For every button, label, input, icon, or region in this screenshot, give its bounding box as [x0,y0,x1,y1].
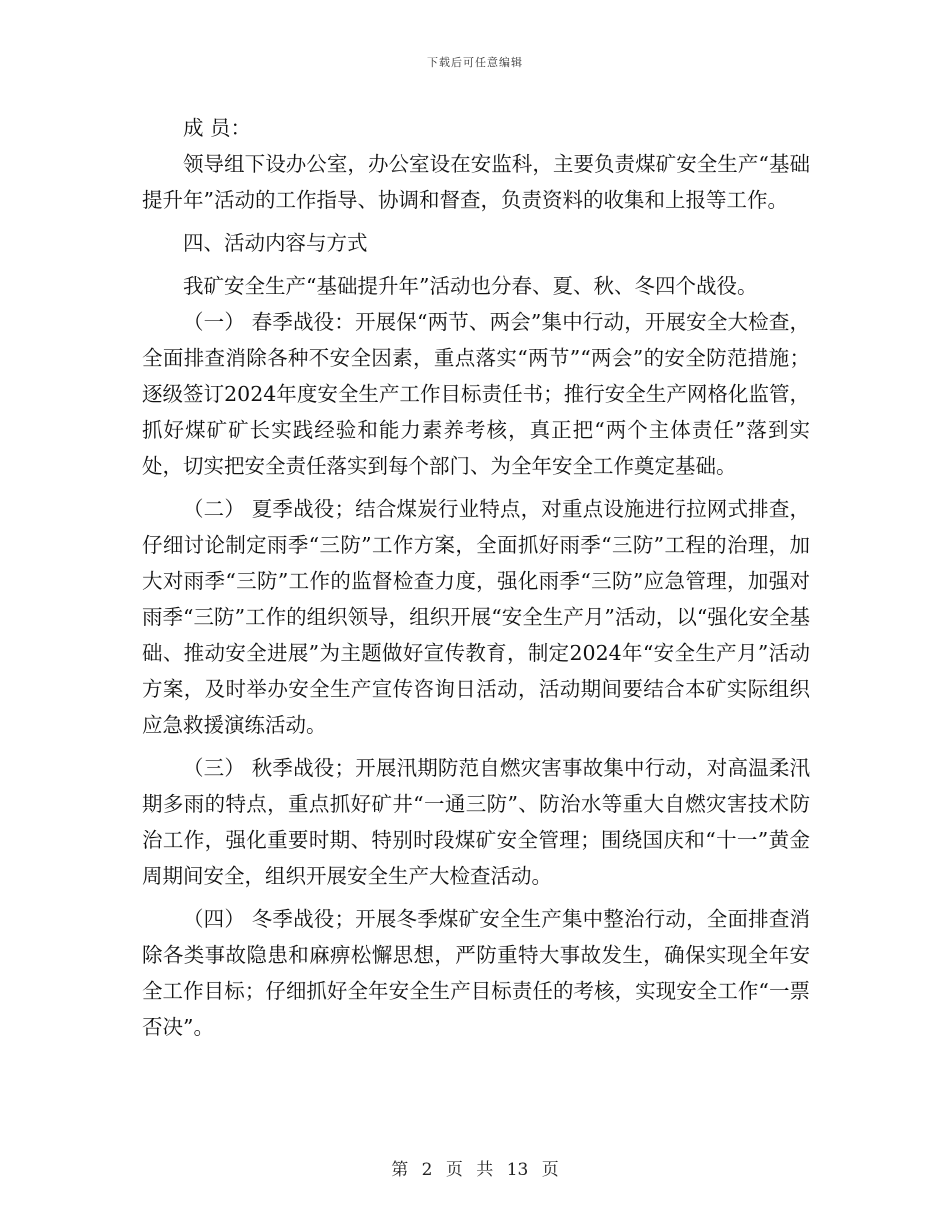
section-heading: 四、活动内容与方式 [183,231,368,255]
intro-paragraph: 我矿安全生产“基础提升年”活动也分春、夏、秋、冬四个战役。 [183,274,758,298]
autumn-campaign-paragraph: （三） 秋季战役；开展汛期防范自燃灾害事故集中行动，对高温柔汛期多雨的特点，重点抓好矿井“一通三防”、防治水等重大自燃灾害技术防治工作，强化重要时期、特别时段煤矿安全管理；围绕国庆和“十一”黄金周期间安全，组织开展安全生产大检查活动。 [142,756,810,888]
summer-campaign-paragraph: （二） 夏季战役；结合煤炭行业特点，对重点设施进行拉网式排查，仔细讨论制定雨季“三防”工作方案，全面抓好雨季“三防”工程的治理，加大对雨季“三防”工作的监督检查力度，强化雨季“三防”应急管理，加强对雨季“三防”工作的组织领导，组织开展“安全生产月”活动，以“强化安全基础、推动安全进展”为主题做好宣传教育，制定2024年“安全生产月”活动方案，及时举办安全生产宣传咨询日活动，活动期间要结合本矿实际组织应急救援演练活动。 [142,497,810,737]
document-body [142,110,810,1045]
spring-campaign-paragraph: （一） 春季战役：开展保“两节、两会”集中行动，开展安全大检查，全面排查消除各种不安全因素，重点落实“两节”“两会”的安全防范措施；逐级签订2024年度安全生产工作目标责任书；推行安全生产网格化监管，抓好煤矿矿长实践经验和能力素养考核，真正把“两个主体责任”落到实处，切实把安全责任落实到每个部门、为全年安全工作奠定基础。 [142,310,810,478]
page-number: 第 2 页 共 13 页 [391,1160,559,1180]
members-line: 成 员： [183,116,252,140]
winter-campaign-paragraph: （四） 冬季战役；开展冬季煤矿安全生产集中整治行动，全面排查消除各类事故隐患和麻痹松懈思想，严防重特大事故发生，确保实现全年安全工作目标；仔细抓好全年安全生产目标责任的考核，实现安全工作“一票否决”。 [142,907,810,1039]
header-note: 下载后可任意编辑 [427,56,523,69]
office-paragraph: 领导组下设办公室，办公室设在安监科，主要负责煤矿安全生产“基础提升年”活动的工作指导、协调和督查，负责资料的收集和上报等工作。 [142,152,810,212]
